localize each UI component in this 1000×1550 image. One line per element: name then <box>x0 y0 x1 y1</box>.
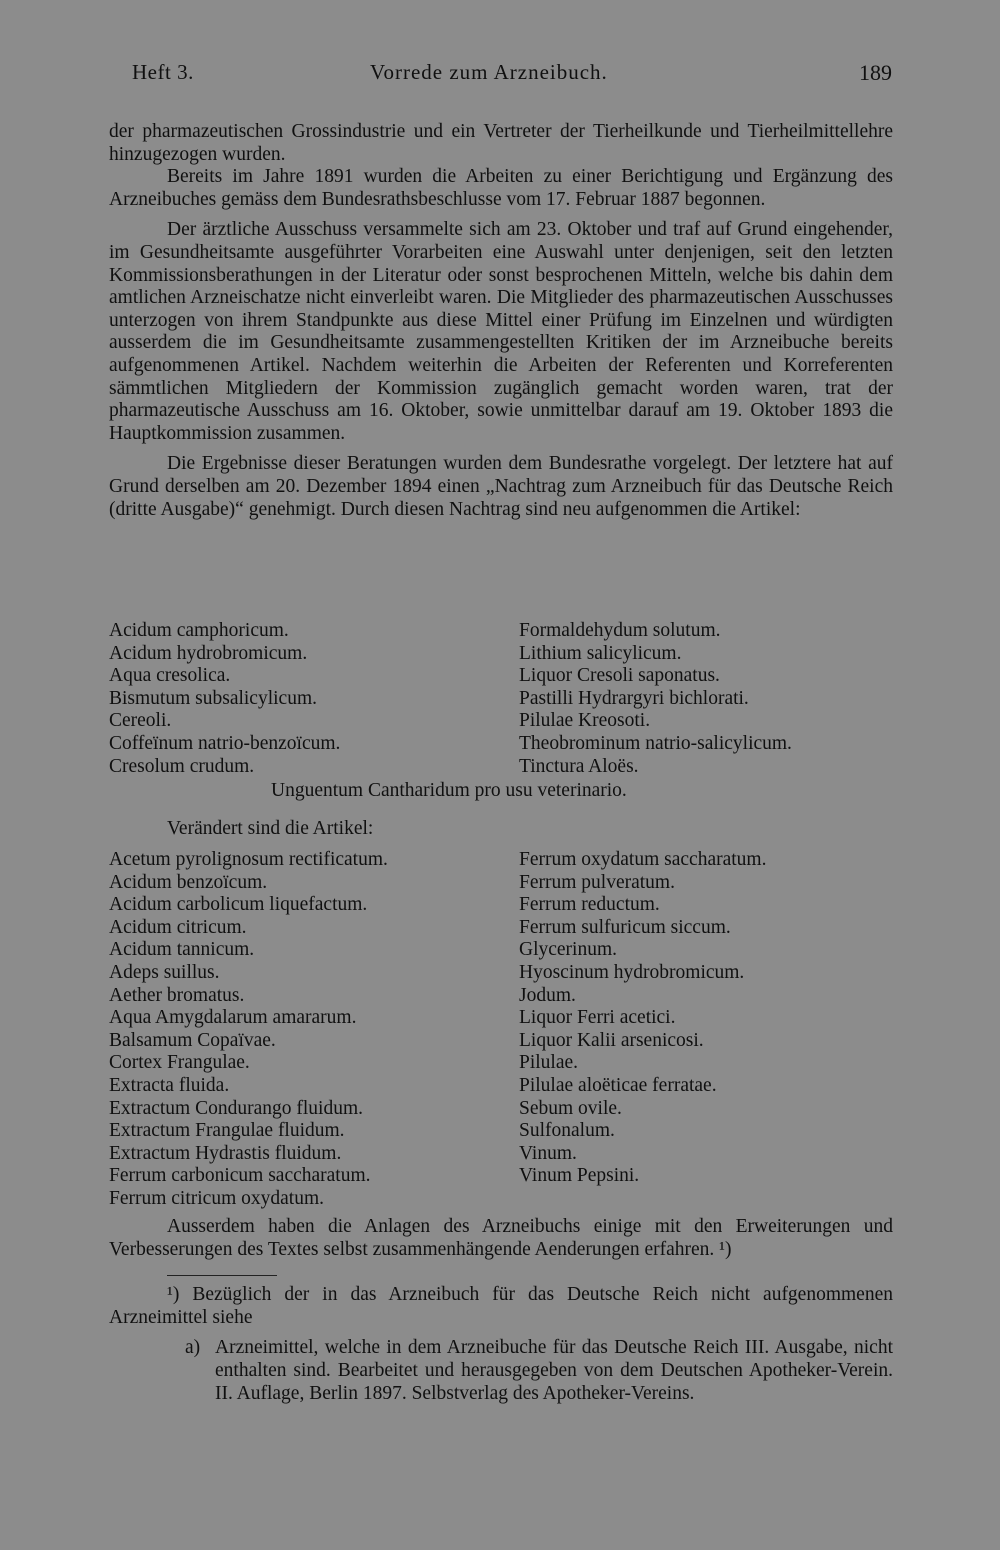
list-item: Sulfonalum. <box>519 1120 615 1142</box>
list-item: Vinum Pepsini. <box>519 1165 640 1187</box>
list-item: Pilulae Kreosoti. <box>519 710 651 732</box>
paragraph-1: der pharmazeutischen Grossindustrie und ein Vertreter der Tierheilkunde und Tierheilmittellehre hinzugezogen wurden. <box>109 121 893 165</box>
list-item: Pilulae. <box>519 1052 579 1074</box>
changed-articles-list <box>109 849 893 1211</box>
running-header <box>132 60 892 90</box>
footnote-divider <box>167 1275 277 1276</box>
list-item: Liquor Ferri acetici. <box>519 1007 676 1029</box>
list-item: Ferrum oxydatum saccharatum. <box>519 849 767 870</box>
list-item: Acidum hydrobromicum. <box>109 642 308 664</box>
list-item: Cortex Frangulae. <box>109 1052 250 1074</box>
list-item: Bismutum subsalicylicum. <box>109 687 317 709</box>
list-item: Tinctura Aloës. <box>519 755 639 777</box>
list-item: Acidum citricum. <box>109 916 247 938</box>
changed-articles-right <box>519 849 766 1188</box>
list-item: Ferrum carbonicum saccharatum. <box>109 1165 371 1187</box>
list-item: Cresolum crudum. <box>109 755 255 777</box>
list-item: Acidum carbolicum liquefactum. <box>109 894 368 916</box>
footnote <box>109 1284 893 1405</box>
closing-paragraph: Ausserdem haben die Anlagen des Arzneibuchs einige mit den Erweiterungen und Verbesserungen des Textes selbst zusammenhängende Aenderungen erfahren. ¹) <box>109 1216 893 1260</box>
list-item: Pastilli Hydrargyri bichlorati. <box>519 687 749 709</box>
header-issue: Heft 3. <box>132 60 194 84</box>
list-item: Extractum Condurango fluidum. <box>109 1097 363 1119</box>
list-item: Ferrum reductum. <box>519 894 660 916</box>
list-item: Adeps suillus. <box>109 961 220 983</box>
list-item: Aether bromatus. <box>109 984 245 1006</box>
paragraph-4: Die Ergebnisse dieser Beratungen wurden dem Bundesrathe vorgelegt. Der letztere hat auf Grund derselben am 20. Dezember 1894 einen „Nachtrag zum Arzneibuch für das Deutsche Reich (dritte Ausgabe)“ genehmigt. Durch diesen Nachtrag sind neu aufgenommen die Artikel: <box>109 453 893 520</box>
new-articles-last: Unguentum Cantharidum pro usu veterinario. <box>271 780 627 801</box>
footnote-item-text: Arzneimittel, welche in dem Arzneibuche für das Deutsche Reich III. Ausgabe, nicht enthalten sind. Bearbeitet und herausgegeben von dem Deutschen Apotheker-Verein. II. Auflage, Berlin 1897. Selbstverlag des Apotheker-Vereins. <box>215 1337 893 1404</box>
list-item: Acidum benzoïcum. <box>109 871 268 893</box>
list-item: Jodum. <box>519 984 576 1006</box>
closing-block <box>109 1216 893 1405</box>
list-item: Liquor Kalii arsenicosi. <box>519 1029 704 1051</box>
list-item: Glycerinum. <box>519 939 618 961</box>
list-item: Theobrominum natrio-salicylicum. <box>519 732 792 754</box>
list-item: Acidum tannicum. <box>109 939 255 961</box>
footnote-text: ¹) Bezüglich der in das Arzneibuch für das Deutsche Reich nicht aufgenommenen Arzneimittel siehe <box>109 1284 893 1328</box>
list-item: Cereoli. <box>109 710 172 732</box>
footnote-item-label: a) <box>185 1337 201 1359</box>
list-item: Acetum pyrolignosum rectificatum. <box>109 849 388 870</box>
list-item: Formaldehydum solutum. <box>519 620 721 641</box>
list-item: Liquor Cresoli saponatus. <box>519 665 720 687</box>
paragraph-3: Der ärztliche Ausschuss versammelte sich am 23. Oktober und traf auf Grund eingehender, im Gesundheitsamte ausgeführter Vorarbeiten eine Auswahl unter denjenigen, seit den letzten Kommissionsberathungen in der Literatur oder sonst besprochenen Mitteln, welche bis dahin dem amtlichen Arzneischatze nicht einverleibt waren. Die Mitglieder des pharmazeutischen Ausschusses unterzogen von ihrem Standpunkte aus diese Mittel einer Prüfung im Einzelnen und würdigten ausserdem die im Gesundheitsamte zusammengestellten Kritiken der im Arzneibuche bereits aufgenommenen Artikel. Nachdem weiterhin die Arbeiten der Referenten und Korreferenten sämmtlichen Mitgliedern der Kommission zugänglich gemacht worden waren, trat der pharmazeutische Ausschuss am 16. Oktober, sowie unmittelbar darauf am 19. Oktober 1893 die Hauptkommission zusammen. <box>109 219 893 444</box>
list-item: Balsamum Copaïvae. <box>109 1029 276 1051</box>
list-item: Aqua cresolica. <box>109 665 231 687</box>
list-item: Acidum camphoricum. <box>109 620 289 641</box>
list-item: Ferrum pulveratum. <box>519 871 675 893</box>
changed-heading: Verändert sind die Artikel: <box>167 818 374 839</box>
list-item: Coffeïnum natrio-benzoïcum. <box>109 732 341 754</box>
body-text <box>109 121 893 521</box>
footnote-item <box>109 1337 893 1405</box>
list-item: Lithium salicylicum. <box>519 642 682 664</box>
list-item: Extractum Hydrastis fluidum. <box>109 1142 342 1164</box>
list-item: Pilulae aloëticae ferratae. <box>519 1074 717 1096</box>
list-item: Aqua Amygdalarum amararum. <box>109 1007 357 1029</box>
list-item: Vinum. <box>519 1142 577 1164</box>
list-item: Sebum ovile. <box>519 1097 622 1119</box>
new-articles-right <box>519 620 792 778</box>
list-item: Extractum Frangulae fluidum. <box>109 1120 345 1142</box>
list-item: Hyoscinum hydrobromicum. <box>519 961 745 983</box>
new-articles-left <box>109 620 340 778</box>
changed-articles-left <box>109 849 388 1211</box>
list-item: Ferrum citricum oxydatum. <box>109 1187 324 1209</box>
new-articles-list <box>109 620 893 803</box>
paragraph-2: Bereits im Jahre 1891 wurden die Arbeiten zu einer Berichtigung und Ergänzung des Arzneibuches gemäss dem Bundesrathsbeschlusse vom 17. Februar 1887 begonnen. <box>109 166 893 210</box>
header-title: Vorrede zum Arzneibuch. <box>370 60 608 84</box>
list-item: Extracta fluida. <box>109 1074 230 1096</box>
changed-heading-block <box>109 818 893 841</box>
list-item: Ferrum sulfuricum siccum. <box>519 916 731 938</box>
page-number: 189 <box>859 60 892 85</box>
